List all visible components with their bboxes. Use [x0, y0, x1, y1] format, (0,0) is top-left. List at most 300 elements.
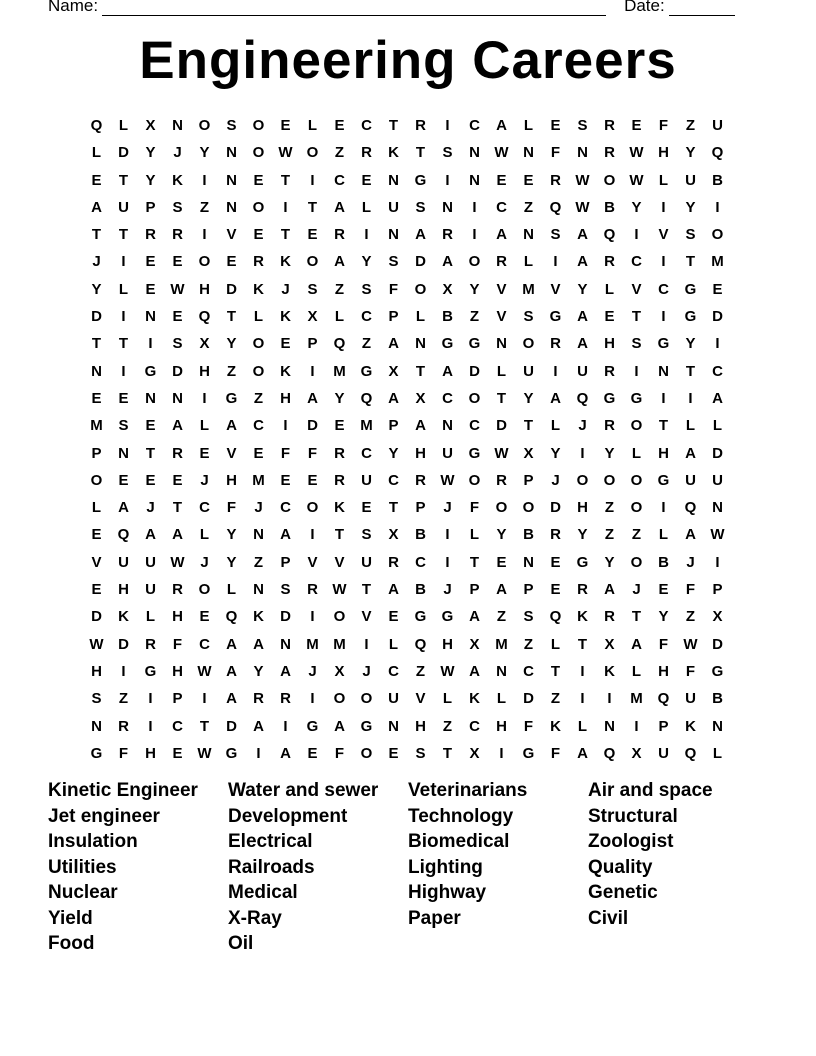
- grid-letter[interactable]: G: [468, 444, 481, 462]
- grid-letter[interactable]: I: [310, 362, 315, 380]
- grid-letter[interactable]: R: [550, 171, 561, 189]
- grid-letter[interactable]: L: [226, 581, 237, 599]
- grid-letter[interactable]: U: [685, 690, 696, 708]
- grid-letter[interactable]: L: [361, 198, 372, 216]
- grid-letter[interactable]: Q: [684, 744, 697, 762]
- grid-letter[interactable]: Y: [658, 608, 669, 626]
- grid-letter[interactable]: G: [144, 662, 157, 680]
- grid-letter[interactable]: M: [495, 635, 508, 653]
- grid-letter[interactable]: U: [523, 362, 534, 380]
- grid-letter[interactable]: A: [388, 335, 399, 353]
- grid-letter[interactable]: W: [683, 635, 698, 653]
- grid-letter[interactable]: Z: [496, 608, 507, 626]
- grid-letter[interactable]: S: [577, 117, 588, 134]
- grid-letter[interactable]: H: [145, 744, 156, 762]
- grid-letter[interactable]: Y: [226, 553, 237, 571]
- grid-letter[interactable]: M: [360, 417, 373, 435]
- grid-letter[interactable]: T: [91, 335, 102, 353]
- grid-letter[interactable]: H: [280, 389, 291, 407]
- grid-letter[interactable]: Y: [145, 144, 156, 162]
- grid-letter[interactable]: R: [334, 471, 345, 489]
- grid-letter[interactable]: I: [202, 226, 207, 244]
- grid-letter[interactable]: V: [226, 226, 237, 244]
- grid-letter[interactable]: L: [91, 499, 102, 517]
- grid-letter[interactable]: J: [578, 417, 587, 435]
- grid-letter[interactable]: T: [631, 608, 642, 626]
- grid-letter[interactable]: O: [468, 253, 481, 271]
- grid-letter[interactable]: D: [226, 717, 237, 735]
- grid-letter[interactable]: A: [253, 717, 264, 735]
- grid-letter[interactable]: C: [361, 117, 372, 134]
- grid-letter[interactable]: K: [334, 499, 345, 517]
- grid-letter[interactable]: R: [550, 526, 561, 544]
- grid-letter[interactable]: N: [523, 553, 534, 571]
- grid-letter[interactable]: A: [577, 226, 588, 244]
- grid-letter[interactable]: B: [658, 553, 669, 571]
- grid-letter[interactable]: X: [415, 389, 426, 407]
- grid-letter[interactable]: W: [575, 198, 590, 216]
- grid-letter[interactable]: A: [307, 389, 318, 407]
- grid-letter[interactable]: D: [496, 417, 507, 435]
- grid-letter[interactable]: R: [145, 226, 156, 244]
- grid-letter[interactable]: O: [522, 499, 535, 517]
- grid-letter[interactable]: P: [712, 581, 723, 599]
- grid-letter[interactable]: Z: [253, 553, 264, 571]
- grid-letter[interactable]: E: [631, 117, 642, 134]
- grid-letter[interactable]: Y: [226, 335, 237, 353]
- grid-letter[interactable]: K: [253, 280, 264, 298]
- grid-letter[interactable]: I: [310, 171, 315, 189]
- grid-letter[interactable]: V: [361, 608, 372, 626]
- grid-letter[interactable]: K: [685, 717, 696, 735]
- grid-letter[interactable]: I: [202, 389, 207, 407]
- grid-letter[interactable]: A: [577, 744, 588, 762]
- grid-letter[interactable]: E: [280, 471, 291, 489]
- grid-letter[interactable]: E: [172, 253, 183, 271]
- grid-letter[interactable]: K: [550, 717, 561, 735]
- grid-letter[interactable]: E: [145, 280, 156, 298]
- grid-letter[interactable]: E: [91, 581, 102, 599]
- grid-letter[interactable]: V: [91, 553, 102, 571]
- grid-letter[interactable]: A: [577, 335, 588, 353]
- grid-letter[interactable]: L: [523, 253, 534, 271]
- grid-letter[interactable]: X: [199, 335, 210, 353]
- grid-letter[interactable]: I: [121, 662, 126, 680]
- grid-letter[interactable]: I: [661, 499, 666, 517]
- grid-letter[interactable]: O: [333, 690, 346, 708]
- grid-letter[interactable]: X: [388, 362, 399, 380]
- grid-letter[interactable]: H: [199, 280, 210, 298]
- grid-letter[interactable]: T: [118, 226, 129, 244]
- grid-letter[interactable]: M: [306, 635, 319, 653]
- grid-letter[interactable]: T: [685, 362, 696, 380]
- grid-letter[interactable]: K: [280, 253, 291, 271]
- grid-letter[interactable]: F: [118, 744, 129, 762]
- grid-letter[interactable]: I: [661, 198, 666, 216]
- grid-letter[interactable]: Y: [199, 144, 210, 162]
- grid-letter[interactable]: N: [91, 362, 102, 380]
- grid-letter[interactable]: J: [146, 499, 155, 517]
- grid-letter[interactable]: O: [198, 253, 211, 271]
- grid-letter[interactable]: S: [523, 308, 534, 326]
- grid-letter[interactable]: L: [145, 608, 156, 626]
- grid-letter[interactable]: F: [226, 499, 237, 517]
- grid-letter[interactable]: K: [604, 662, 615, 680]
- grid-letter[interactable]: L: [550, 417, 561, 435]
- grid-letter[interactable]: R: [253, 690, 264, 708]
- grid-letter[interactable]: R: [604, 253, 615, 271]
- grid-letter[interactable]: W: [440, 662, 455, 680]
- grid-letter[interactable]: E: [388, 744, 399, 762]
- grid-letter[interactable]: I: [283, 198, 288, 216]
- grid-letter[interactable]: L: [388, 635, 399, 653]
- grid-letter[interactable]: I: [148, 717, 153, 735]
- grid-letter[interactable]: M: [711, 253, 724, 271]
- grid-letter[interactable]: L: [712, 417, 723, 435]
- grid-letter[interactable]: F: [685, 662, 696, 680]
- grid-letter[interactable]: U: [361, 553, 372, 571]
- grid-letter[interactable]: A: [550, 389, 561, 407]
- grid-letter[interactable]: I: [364, 635, 369, 653]
- grid-letter[interactable]: Y: [577, 526, 588, 544]
- grid-letter[interactable]: Z: [685, 117, 696, 134]
- grid-letter[interactable]: T: [415, 144, 426, 162]
- grid-letter[interactable]: U: [388, 690, 399, 708]
- grid-letter[interactable]: A: [577, 308, 588, 326]
- grid-letter[interactable]: H: [415, 444, 426, 462]
- grid-letter[interactable]: C: [253, 417, 264, 435]
- grid-letter[interactable]: Q: [603, 226, 616, 244]
- grid-letter[interactable]: W: [332, 581, 347, 599]
- grid-letter[interactable]: I: [445, 553, 450, 571]
- grid-letter[interactable]: H: [199, 362, 210, 380]
- grid-letter[interactable]: D: [91, 608, 102, 626]
- grid-letter[interactable]: A: [685, 444, 696, 462]
- grid-letter[interactable]: G: [414, 608, 427, 626]
- grid-letter[interactable]: T: [145, 444, 156, 462]
- grid-letter[interactable]: F: [307, 444, 318, 462]
- grid-letter[interactable]: N: [145, 308, 156, 326]
- grid-letter[interactable]: O: [630, 499, 643, 517]
- grid-letter[interactable]: U: [577, 362, 588, 380]
- grid-letter[interactable]: L: [199, 526, 210, 544]
- grid-letter[interactable]: N: [712, 717, 723, 735]
- grid-letter[interactable]: W: [629, 144, 644, 162]
- grid-letter[interactable]: O: [252, 198, 265, 216]
- grid-letter[interactable]: Z: [253, 389, 264, 407]
- grid-letter[interactable]: L: [712, 744, 723, 762]
- grid-letter[interactable]: A: [334, 717, 345, 735]
- grid-letter[interactable]: A: [442, 362, 453, 380]
- grid-letter[interactable]: T: [631, 308, 642, 326]
- grid-letter[interactable]: Y: [577, 280, 588, 298]
- grid-letter[interactable]: T: [388, 499, 399, 517]
- grid-letter[interactable]: S: [172, 198, 183, 216]
- grid-letter[interactable]: N: [280, 635, 291, 653]
- grid-letter[interactable]: V: [496, 280, 507, 298]
- grid-letter[interactable]: I: [715, 198, 720, 216]
- grid-letter[interactable]: I: [553, 253, 558, 271]
- grid-letter[interactable]: C: [415, 553, 426, 571]
- grid-letter[interactable]: X: [604, 635, 615, 653]
- grid-letter[interactable]: R: [145, 635, 156, 653]
- grid-letter[interactable]: N: [469, 171, 480, 189]
- grid-letter[interactable]: E: [496, 171, 507, 189]
- grid-letter[interactable]: H: [442, 635, 453, 653]
- grid-letter[interactable]: R: [415, 117, 426, 134]
- grid-letter[interactable]: T: [496, 389, 507, 407]
- grid-letter[interactable]: C: [361, 308, 372, 326]
- grid-letter[interactable]: Z: [550, 690, 561, 708]
- grid-letter[interactable]: L: [91, 144, 102, 162]
- grid-letter[interactable]: K: [469, 690, 480, 708]
- grid-letter[interactable]: K: [388, 144, 399, 162]
- grid-letter[interactable]: Y: [550, 444, 561, 462]
- grid-letter[interactable]: P: [145, 198, 156, 216]
- grid-letter[interactable]: D: [712, 308, 723, 326]
- grid-letter[interactable]: J: [308, 662, 317, 680]
- grid-letter[interactable]: O: [306, 144, 319, 162]
- grid-letter[interactable]: E: [307, 226, 318, 244]
- grid-letter[interactable]: G: [684, 308, 697, 326]
- grid-letter[interactable]: N: [172, 389, 183, 407]
- grid-letter[interactable]: A: [631, 635, 642, 653]
- grid-letter[interactable]: P: [469, 581, 480, 599]
- grid-letter[interactable]: F: [280, 444, 291, 462]
- grid-letter[interactable]: A: [172, 526, 183, 544]
- grid-letter[interactable]: P: [280, 553, 291, 571]
- grid-letter[interactable]: B: [712, 171, 723, 189]
- grid-letter[interactable]: Z: [604, 526, 615, 544]
- grid-letter[interactable]: I: [121, 253, 126, 271]
- grid-letter[interactable]: N: [388, 717, 399, 735]
- grid-letter[interactable]: S: [442, 144, 453, 162]
- grid-letter[interactable]: X: [469, 744, 480, 762]
- grid-letter[interactable]: E: [307, 471, 318, 489]
- grid-letter[interactable]: G: [522, 744, 535, 762]
- grid-letter[interactable]: I: [634, 717, 639, 735]
- grid-letter[interactable]: R: [334, 226, 345, 244]
- grid-letter[interactable]: E: [91, 389, 102, 407]
- grid-letter[interactable]: S: [550, 226, 561, 244]
- grid-letter[interactable]: A: [712, 389, 723, 407]
- grid-letter[interactable]: R: [172, 444, 183, 462]
- grid-letter[interactable]: Y: [388, 444, 399, 462]
- grid-letter[interactable]: X: [712, 608, 723, 626]
- grid-letter[interactable]: S: [361, 526, 372, 544]
- grid-letter[interactable]: G: [360, 362, 373, 380]
- grid-letter[interactable]: K: [280, 308, 291, 326]
- grid-letter[interactable]: V: [226, 444, 237, 462]
- grid-letter[interactable]: E: [172, 308, 183, 326]
- grid-letter[interactable]: N: [469, 144, 480, 162]
- grid-letter[interactable]: N: [253, 526, 264, 544]
- grid-letter[interactable]: O: [360, 690, 373, 708]
- grid-letter[interactable]: E: [118, 471, 129, 489]
- grid-letter[interactable]: Y: [334, 389, 345, 407]
- grid-letter[interactable]: I: [445, 117, 450, 134]
- grid-letter[interactable]: J: [443, 499, 452, 517]
- grid-letter[interactable]: N: [388, 171, 399, 189]
- grid-letter[interactable]: G: [306, 717, 319, 735]
- grid-letter[interactable]: L: [415, 308, 426, 326]
- grid-letter[interactable]: T: [469, 553, 480, 571]
- grid-letter[interactable]: Y: [226, 526, 237, 544]
- grid-letter[interactable]: S: [415, 744, 426, 762]
- grid-letter[interactable]: E: [172, 744, 183, 762]
- grid-letter[interactable]: E: [253, 226, 264, 244]
- grid-letter[interactable]: Q: [198, 308, 211, 326]
- grid-letter[interactable]: L: [658, 526, 669, 544]
- grid-letter[interactable]: V: [550, 280, 561, 298]
- grid-letter[interactable]: S: [307, 280, 318, 298]
- grid-letter[interactable]: A: [280, 662, 291, 680]
- grid-letter[interactable]: W: [197, 744, 212, 762]
- grid-letter[interactable]: V: [334, 553, 345, 571]
- grid-letter[interactable]: G: [225, 744, 238, 762]
- grid-letter[interactable]: G: [657, 335, 670, 353]
- grid-letter[interactable]: I: [310, 690, 315, 708]
- grid-letter[interactable]: A: [388, 389, 399, 407]
- grid-letter[interactable]: P: [523, 581, 534, 599]
- grid-letter[interactable]: V: [415, 690, 426, 708]
- grid-letter[interactable]: D: [550, 499, 561, 517]
- grid-letter[interactable]: A: [577, 253, 588, 271]
- grid-letter[interactable]: R: [172, 581, 183, 599]
- grid-letter[interactable]: A: [280, 744, 291, 762]
- grid-letter[interactable]: I: [634, 362, 639, 380]
- grid-letter[interactable]: J: [362, 662, 371, 680]
- grid-letter[interactable]: K: [253, 608, 264, 626]
- grid-letter[interactable]: A: [91, 198, 102, 216]
- grid-letter[interactable]: L: [631, 662, 642, 680]
- grid-letter[interactable]: S: [361, 280, 372, 298]
- grid-letter[interactable]: G: [549, 308, 562, 326]
- grid-letter[interactable]: T: [442, 744, 453, 762]
- grid-letter[interactable]: W: [170, 280, 185, 298]
- grid-letter[interactable]: G: [576, 553, 589, 571]
- grid-letter[interactable]: E: [496, 553, 507, 571]
- grid-letter[interactable]: N: [118, 444, 129, 462]
- grid-letter[interactable]: A: [496, 226, 507, 244]
- grid-letter[interactable]: L: [496, 362, 507, 380]
- grid-letter[interactable]: X: [523, 444, 534, 462]
- grid-letter[interactable]: A: [388, 581, 399, 599]
- grid-letter[interactable]: Z: [334, 144, 345, 162]
- grid-letter[interactable]: X: [307, 308, 318, 326]
- grid-letter[interactable]: L: [118, 117, 129, 134]
- grid-letter[interactable]: A: [172, 417, 183, 435]
- grid-letter[interactable]: E: [361, 499, 372, 517]
- grid-letter[interactable]: O: [630, 417, 643, 435]
- grid-letter[interactable]: H: [658, 144, 669, 162]
- grid-letter[interactable]: R: [415, 471, 426, 489]
- grid-letter[interactable]: T: [172, 499, 183, 517]
- grid-letter[interactable]: C: [199, 635, 210, 653]
- grid-letter[interactable]: Y: [496, 526, 507, 544]
- grid-letter[interactable]: C: [469, 417, 480, 435]
- grid-letter[interactable]: F: [388, 280, 399, 298]
- grid-letter[interactable]: P: [91, 444, 102, 462]
- grid-letter[interactable]: G: [90, 744, 103, 762]
- grid-letter[interactable]: N: [523, 144, 534, 162]
- grid-letter[interactable]: S: [388, 253, 399, 271]
- grid-letter[interactable]: O: [576, 471, 589, 489]
- grid-letter[interactable]: R: [118, 717, 129, 735]
- grid-letter[interactable]: Y: [145, 171, 156, 189]
- grid-letter[interactable]: B: [415, 581, 426, 599]
- grid-letter[interactable]: M: [333, 362, 346, 380]
- grid-letter[interactable]: R: [361, 144, 372, 162]
- grid-letter[interactable]: N: [91, 717, 102, 735]
- grid-letter[interactable]: N: [658, 362, 669, 380]
- grid-letter[interactable]: R: [577, 581, 588, 599]
- grid-letter[interactable]: I: [121, 362, 126, 380]
- grid-letter[interactable]: P: [523, 471, 534, 489]
- grid-letter[interactable]: I: [607, 690, 612, 708]
- grid-letter[interactable]: M: [522, 280, 535, 298]
- grid-letter[interactable]: L: [307, 117, 318, 134]
- grid-letter[interactable]: T: [91, 226, 102, 244]
- grid-letter[interactable]: T: [361, 581, 372, 599]
- grid-letter[interactable]: Y: [469, 280, 480, 298]
- grid-letter[interactable]: Z: [685, 608, 696, 626]
- grid-letter[interactable]: A: [226, 417, 237, 435]
- grid-letter[interactable]: Z: [415, 662, 426, 680]
- grid-letter[interactable]: E: [388, 608, 399, 626]
- grid-letter[interactable]: I: [661, 253, 666, 271]
- grid-letter[interactable]: T: [550, 662, 561, 680]
- grid-letter[interactable]: C: [523, 662, 534, 680]
- grid-letter[interactable]: W: [575, 171, 590, 189]
- grid-letter[interactable]: T: [118, 335, 129, 353]
- grid-letter[interactable]: Z: [631, 526, 642, 544]
- grid-letter[interactable]: Z: [199, 198, 210, 216]
- grid-letter[interactable]: K: [172, 171, 183, 189]
- grid-letter[interactable]: C: [361, 444, 372, 462]
- grid-letter[interactable]: J: [200, 471, 209, 489]
- grid-letter[interactable]: A: [604, 581, 615, 599]
- grid-letter[interactable]: T: [334, 526, 345, 544]
- grid-letter[interactable]: Q: [117, 526, 130, 544]
- grid-letter[interactable]: U: [388, 198, 399, 216]
- grid-letter[interactable]: Q: [414, 635, 427, 653]
- grid-letter[interactable]: N: [496, 662, 507, 680]
- grid-letter[interactable]: Z: [361, 335, 372, 353]
- grid-letter[interactable]: D: [172, 362, 183, 380]
- grid-letter[interactable]: E: [550, 553, 561, 571]
- grid-letter[interactable]: K: [280, 362, 291, 380]
- grid-letter[interactable]: U: [118, 553, 129, 571]
- grid-letter[interactable]: N: [442, 417, 453, 435]
- grid-letter[interactable]: R: [604, 417, 615, 435]
- grid-letter[interactable]: E: [712, 280, 723, 298]
- grid-letter[interactable]: E: [253, 171, 264, 189]
- grid-letter[interactable]: U: [712, 471, 723, 489]
- grid-letter[interactable]: U: [442, 444, 453, 462]
- grid-letter[interactable]: L: [658, 171, 669, 189]
- grid-letter[interactable]: C: [469, 117, 480, 134]
- grid-letter[interactable]: I: [661, 389, 666, 407]
- grid-letter[interactable]: L: [523, 117, 534, 134]
- grid-letter[interactable]: O: [333, 608, 346, 626]
- grid-letter[interactable]: R: [604, 117, 615, 134]
- grid-letter[interactable]: H: [658, 444, 669, 462]
- grid-letter[interactable]: U: [712, 117, 723, 134]
- grid-letter[interactable]: N: [226, 144, 237, 162]
- grid-letter[interactable]: G: [711, 662, 724, 680]
- grid-letter[interactable]: E: [199, 444, 210, 462]
